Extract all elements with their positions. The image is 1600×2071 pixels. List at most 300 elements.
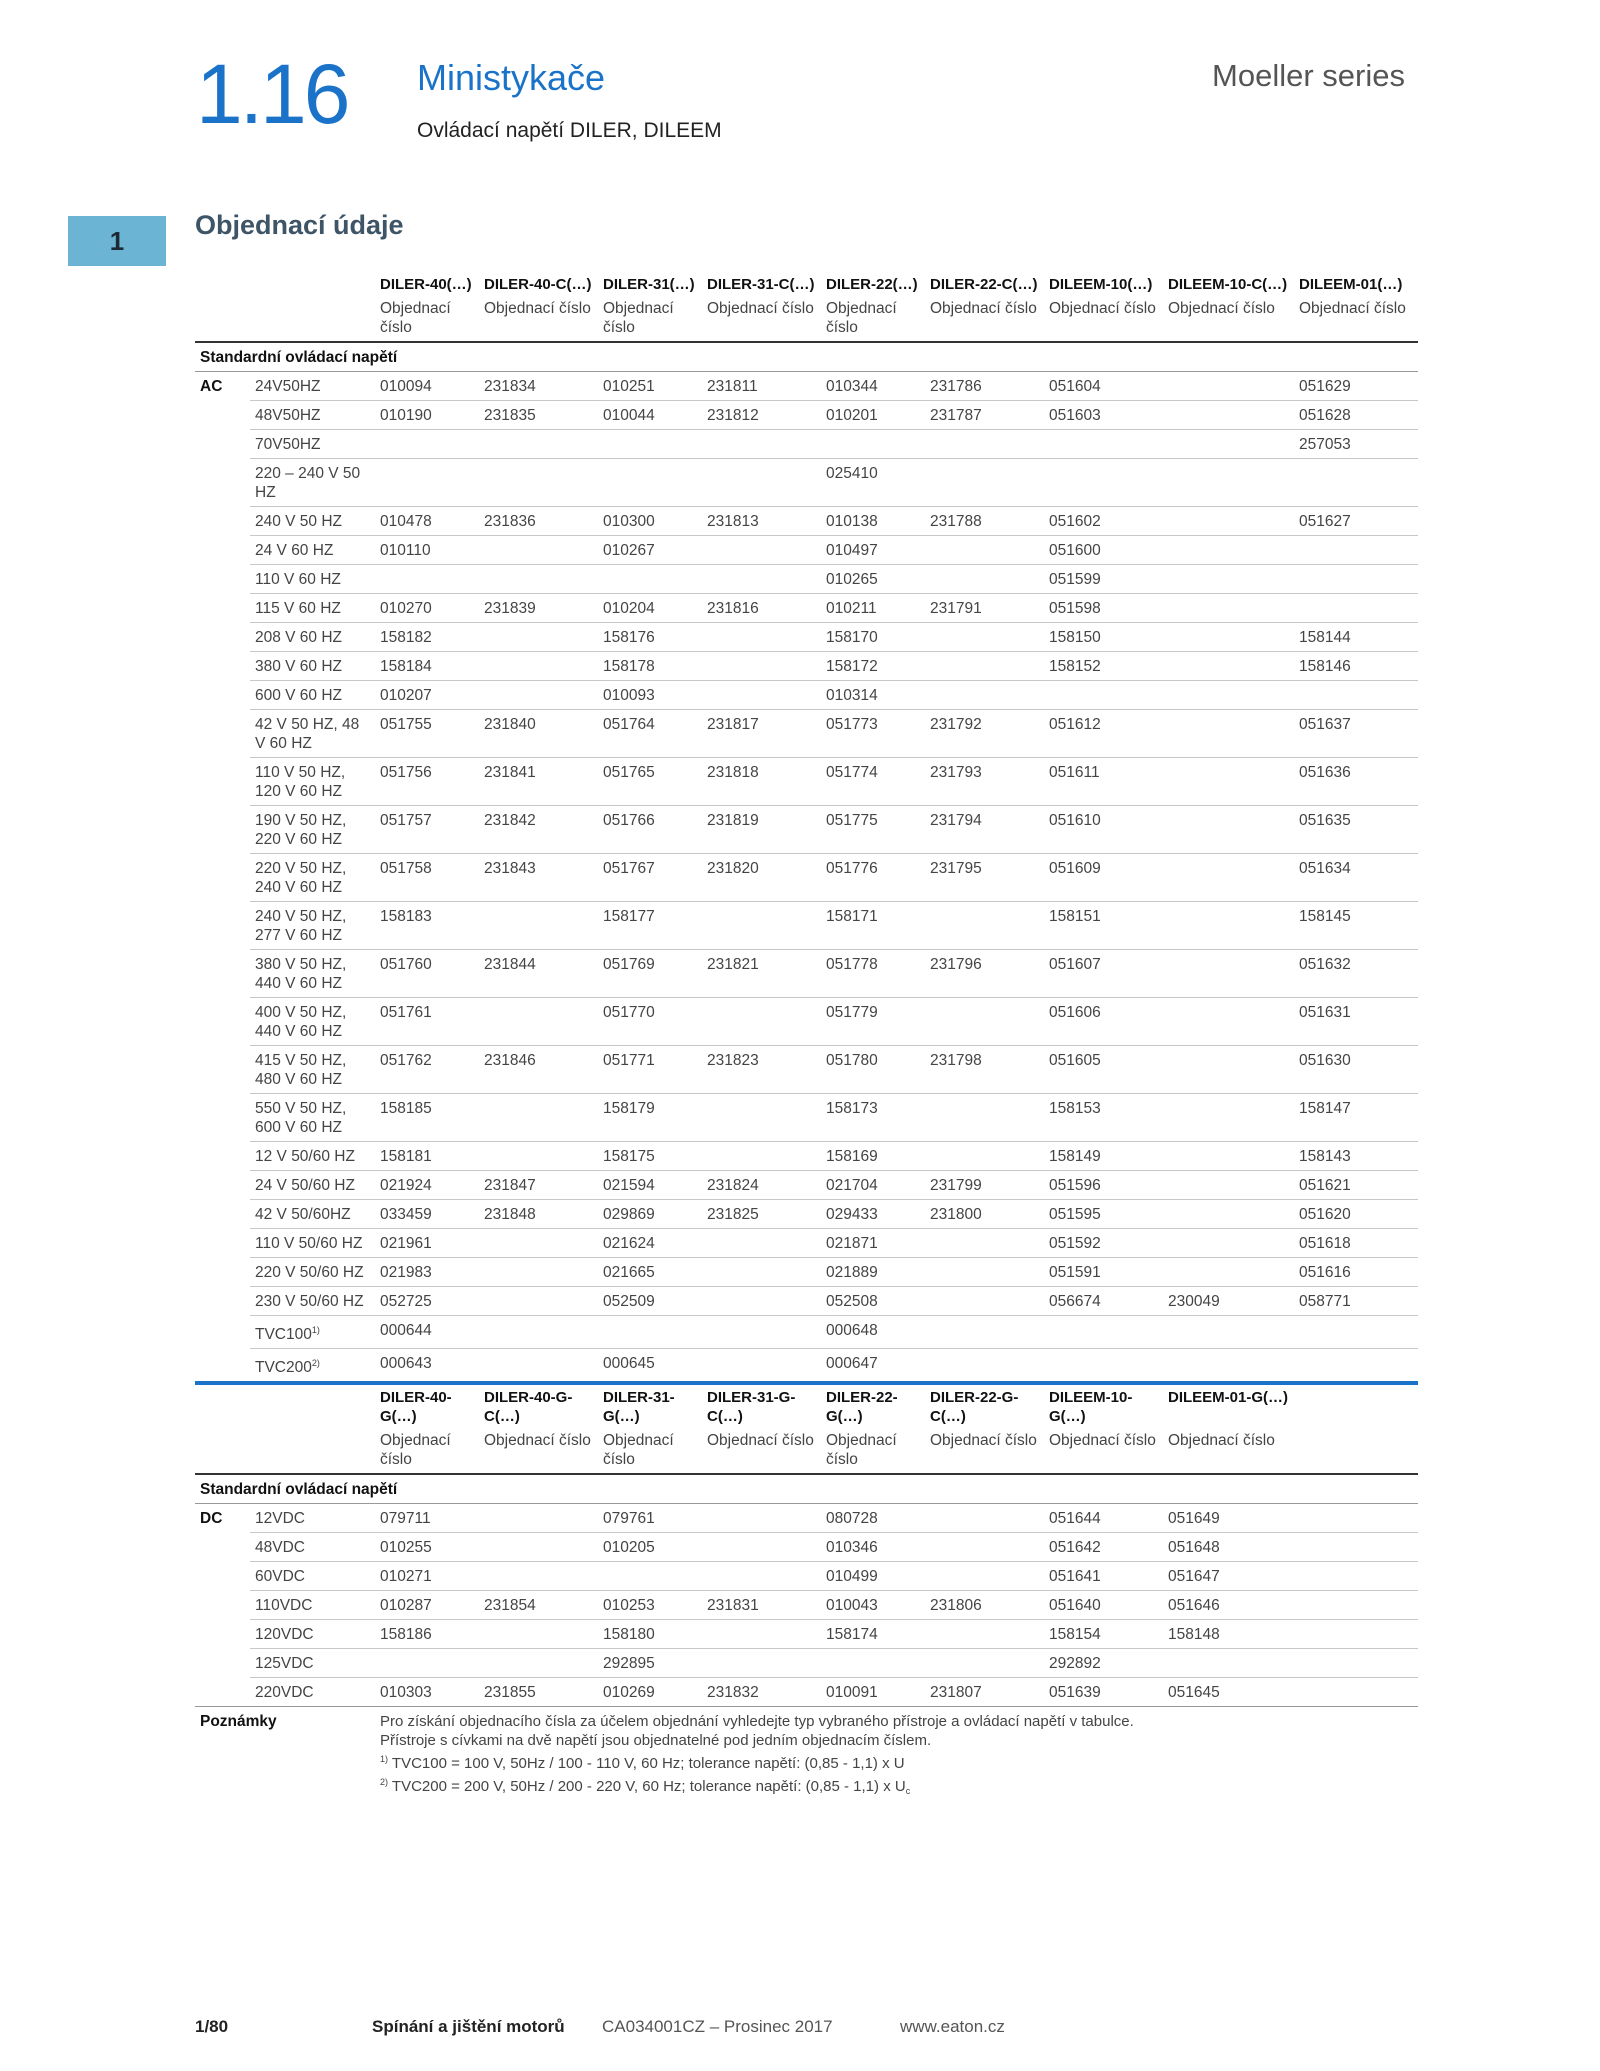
- order-number-cell: [1163, 1200, 1294, 1229]
- table-row: [195, 1533, 1418, 1562]
- chapter-subtitle: Ovládací napětí DILER, DILEEM: [417, 119, 722, 142]
- column-subheader: Objednací číslo: [598, 297, 702, 342]
- order-number-cell: 000644: [375, 1316, 479, 1349]
- order-number-cell: 158147: [1294, 1094, 1418, 1142]
- order-number-cell: [1294, 1349, 1418, 1384]
- voltage-cell: [250, 507, 375, 536]
- current-type-label: [195, 1349, 250, 1384]
- header-spacer: [195, 1429, 250, 1474]
- order-number-cell: [479, 459, 598, 507]
- table-row: [195, 459, 1418, 507]
- order-number-cell: [1294, 459, 1418, 507]
- order-number-cell: 257053: [1294, 430, 1418, 459]
- current-type-label: [195, 806, 250, 854]
- order-number-cell: 231807: [925, 1678, 1044, 1707]
- current-type-label: [195, 1620, 250, 1649]
- voltage-label: 24 V 60 HZ: [255, 542, 334, 559]
- order-number-cell: 000647: [821, 1349, 925, 1384]
- voltage-label: 120VDC: [255, 1626, 314, 1643]
- voltage-cell: [250, 1533, 375, 1562]
- ac-group-label-row: [195, 342, 1418, 372]
- order-number-cell: 231848: [479, 1200, 598, 1229]
- order-number-cell: 029433: [821, 1200, 925, 1229]
- series-label: Moeller series: [1212, 58, 1405, 93]
- order-number-cell: 010265: [821, 565, 925, 594]
- order-number-cell: 051618: [1294, 1229, 1418, 1258]
- order-number-cell: 231795: [925, 854, 1044, 902]
- order-number-cell: 051775: [821, 806, 925, 854]
- order-number-cell: [925, 1094, 1044, 1142]
- column-header: DILER-22(…): [826, 276, 918, 293]
- voltage-label: 220 V 50/60 HZ: [255, 1264, 364, 1281]
- order-number-cell: 051642: [1044, 1533, 1163, 1562]
- order-number-cell: 021983: [375, 1258, 479, 1287]
- voltage-cell: [250, 536, 375, 565]
- order-number-cell: 231824: [702, 1171, 821, 1200]
- voltage-cell: [250, 1142, 375, 1171]
- order-number-cell: [1163, 806, 1294, 854]
- order-number-cell: [1163, 1046, 1294, 1094]
- voltage-cell: [250, 681, 375, 710]
- order-number-cell: 051641: [1044, 1562, 1163, 1591]
- current-type-label: [195, 623, 250, 652]
- current-type-label: [195, 1229, 250, 1258]
- current-type-label: [195, 1258, 250, 1287]
- order-number-cell: 231825: [702, 1200, 821, 1229]
- order-number-cell: 052508: [821, 1287, 925, 1316]
- current-type-label: [195, 1533, 250, 1562]
- voltage-cell: [250, 998, 375, 1046]
- table-row: [195, 1591, 1418, 1620]
- order-number-cell: 051634: [1294, 854, 1418, 902]
- order-number-cell: [598, 430, 702, 459]
- column-header: DILER-40-G(…): [380, 1389, 452, 1425]
- order-number-cell: 010091: [821, 1678, 925, 1707]
- order-number-cell: [479, 1649, 598, 1678]
- order-number-cell: [479, 536, 598, 565]
- order-number-cell: 051769: [598, 950, 702, 998]
- voltage-cell: [250, 1171, 375, 1200]
- order-number-cell: 231847: [479, 1171, 598, 1200]
- current-type-label: [195, 1316, 250, 1349]
- order-number-cell: 051761: [375, 998, 479, 1046]
- voltage-cell: [250, 1591, 375, 1620]
- table-row: [195, 950, 1418, 998]
- order-number-cell: [1163, 1142, 1294, 1171]
- order-number-cell: 231799: [925, 1171, 1044, 1200]
- order-number-cell: 051644: [1044, 1504, 1163, 1533]
- order-number-cell: 231841: [479, 758, 598, 806]
- column-subheader: Objednací číslo: [702, 297, 821, 342]
- voltage-cell: [250, 1094, 375, 1142]
- group-label: Standardní ovládací napětí: [195, 342, 1418, 372]
- column-header: DILER-22-C(…): [930, 276, 1038, 293]
- order-number-cell: 051632: [1294, 950, 1418, 998]
- voltage-label: 208 V 60 HZ: [255, 629, 343, 646]
- voltage-label: 70V50HZ: [255, 436, 321, 453]
- order-number-cell: 158146: [1294, 652, 1418, 681]
- voltage-label: 415 V 50 HZ, 480 V 60 HZ: [255, 1052, 347, 1088]
- voltage-cell: [250, 401, 375, 430]
- order-number-cell: 010497: [821, 536, 925, 565]
- order-number-cell: 051637: [1294, 710, 1418, 758]
- voltage-label: TVC200: [255, 1359, 312, 1376]
- current-type-label: DC: [200, 1510, 223, 1527]
- voltage-label: 115 V 60 HZ: [255, 600, 341, 617]
- section-heading: Objednací údaje: [195, 210, 404, 240]
- order-number-cell: 158184: [375, 652, 479, 681]
- current-type-label: [195, 950, 250, 998]
- order-number-cell: 051757: [375, 806, 479, 854]
- column-subheader: Objednací číslo: [1044, 297, 1163, 342]
- dc-column-header-row: [195, 1383, 1418, 1429]
- table-row: [195, 1349, 1418, 1384]
- order-number-cell: [702, 1094, 821, 1142]
- order-number-cell: 158180: [598, 1620, 702, 1649]
- current-type-label: [195, 902, 250, 950]
- voltage-label: 42 V 50/60HZ: [255, 1206, 351, 1223]
- order-number-cell: 010303: [375, 1678, 479, 1707]
- header-spacer: [195, 1383, 250, 1429]
- table-row: [195, 372, 1418, 401]
- note-text: TVC100 = 100 V, 50Hz / 100 - 110 V, 60 Hz; tolerance napětí: (0,85 - 1,1) x U: [388, 1755, 905, 1772]
- current-type-label: [195, 998, 250, 1046]
- order-number-cell: 231794: [925, 806, 1044, 854]
- voltage-cell: [250, 459, 375, 507]
- order-number-cell: 231821: [702, 950, 821, 998]
- chapter-title: Ministykače: [417, 57, 606, 98]
- footnote-marker: 1): [380, 1754, 389, 1764]
- order-number-cell: 231806: [925, 1591, 1044, 1620]
- current-type-label: [195, 1142, 250, 1171]
- order-number-cell: 231813: [702, 507, 821, 536]
- order-number-cell: [702, 1620, 821, 1649]
- order-number-cell: 051592: [1044, 1229, 1163, 1258]
- note-line: Přístroje s cívkami na dvě napětí jsou objednatelné pod jedním objednacím číslem.: [380, 1732, 932, 1749]
- order-number-cell: [1163, 1649, 1294, 1678]
- voltage-cell: [250, 1562, 375, 1591]
- table-row: [195, 1649, 1418, 1678]
- order-number-cell: [925, 1229, 1044, 1258]
- order-number-cell: 231792: [925, 710, 1044, 758]
- order-number-cell: 292892: [1044, 1649, 1163, 1678]
- order-number-cell: 051776: [821, 854, 925, 902]
- order-number-cell: [702, 1504, 821, 1533]
- order-number-cell: 231812: [702, 401, 821, 430]
- order-number-cell: 292895: [598, 1649, 702, 1678]
- order-number-cell: [925, 1533, 1044, 1562]
- column-subheader: Objednací číslo: [702, 1429, 821, 1474]
- table-row: [195, 1200, 1418, 1229]
- order-number-cell: [479, 652, 598, 681]
- order-number-cell: [1163, 1094, 1294, 1142]
- order-number-cell: [702, 623, 821, 652]
- order-number-cell: 158179: [598, 1094, 702, 1142]
- column-subheader: Objednací číslo: [1163, 297, 1294, 342]
- table-row: [195, 507, 1418, 536]
- voltage-cell: [250, 1287, 375, 1316]
- order-number-cell: 158143: [1294, 1142, 1418, 1171]
- order-number-cell: 051770: [598, 998, 702, 1046]
- order-number-cell: 051648: [1163, 1533, 1294, 1562]
- voltage-cell: [250, 758, 375, 806]
- voltage-cell: [250, 1046, 375, 1094]
- table-row: [195, 565, 1418, 594]
- order-number-cell: 010344: [821, 372, 925, 401]
- header-spacer: [250, 272, 375, 297]
- order-number-cell: [1294, 1620, 1418, 1649]
- order-number-cell: 010201: [821, 401, 925, 430]
- order-number-cell: 231836: [479, 507, 598, 536]
- order-number-cell: [1044, 459, 1163, 507]
- order-number-cell: 231855: [479, 1678, 598, 1707]
- order-number-cell: [925, 1504, 1044, 1533]
- order-number-cell: [1163, 1171, 1294, 1200]
- order-number-cell: 010346: [821, 1533, 925, 1562]
- order-number-cell: 231835: [479, 401, 598, 430]
- order-number-cell: [479, 902, 598, 950]
- order-number-cell: 021889: [821, 1258, 925, 1287]
- order-number-cell: [702, 1533, 821, 1562]
- order-number-cell: [925, 1562, 1044, 1591]
- order-number-cell: 158174: [821, 1620, 925, 1649]
- order-number-cell: [1163, 536, 1294, 565]
- order-number-cell: [598, 459, 702, 507]
- footer-catalog: CA034001CZ – Prosinec 2017: [602, 2017, 833, 2036]
- column-subheader: Objednací číslo: [598, 1429, 702, 1474]
- order-number-cell: 158151: [1044, 902, 1163, 950]
- group-label: Standardní ovládací napětí: [195, 1474, 1418, 1504]
- order-number-cell: [375, 1649, 479, 1678]
- voltage-label: 400 V 50 HZ, 440 V 60 HZ: [255, 1004, 347, 1040]
- order-number-cell: 051610: [1044, 806, 1163, 854]
- order-number-cell: [1163, 372, 1294, 401]
- order-number-cell: 231811: [702, 372, 821, 401]
- notes-label: Poznámky: [200, 1713, 277, 1730]
- order-number-cell: 051767: [598, 854, 702, 902]
- voltage-label: 240 V 50 HZ: [255, 513, 343, 530]
- current-type-label: [195, 430, 250, 459]
- subscript: c: [905, 1786, 911, 1796]
- current-type-label: [195, 507, 250, 536]
- column-header: DILER-31-C(…): [707, 276, 815, 293]
- column-subheader: Objednací číslo: [821, 1429, 925, 1474]
- order-number-cell: 010207: [375, 681, 479, 710]
- footnote-marker: 2): [311, 1358, 320, 1368]
- order-number-cell: [1294, 1533, 1418, 1562]
- order-number-cell: [479, 1504, 598, 1533]
- order-number-cell: [1163, 623, 1294, 652]
- order-number-cell: 231843: [479, 854, 598, 902]
- order-number-cell: [925, 1620, 1044, 1649]
- header-spacer: [250, 1383, 375, 1429]
- voltage-label: 600 V 60 HZ: [255, 687, 343, 704]
- column-header: DILEEM-10-C(…): [1168, 276, 1288, 293]
- order-number-cell: 051596: [1044, 1171, 1163, 1200]
- table-row: [195, 681, 1418, 710]
- header-spacer: [250, 1429, 375, 1474]
- order-number-cell: 231791: [925, 594, 1044, 623]
- order-number-cell: [598, 1562, 702, 1591]
- voltage-label: 48V50HZ: [255, 407, 321, 424]
- order-number-cell: [1163, 652, 1294, 681]
- table-row: [195, 1258, 1418, 1287]
- voltage-cell: [250, 372, 375, 401]
- order-number-cell: [479, 1229, 598, 1258]
- order-number-cell: 010478: [375, 507, 479, 536]
- order-number-cell: 231798: [925, 1046, 1044, 1094]
- voltage-label: 48VDC: [255, 1539, 305, 1556]
- voltage-label: 42 V 50 HZ, 48 V 60 HZ: [255, 716, 360, 752]
- order-number-cell: 051616: [1294, 1258, 1418, 1287]
- order-number-cell: 051636: [1294, 758, 1418, 806]
- voltage-cell: [250, 710, 375, 758]
- order-number-cell: [1163, 507, 1294, 536]
- order-number-cell: [1294, 1591, 1418, 1620]
- column-header: DILER-31-G-C(…): [707, 1389, 796, 1425]
- order-number-cell: 158153: [1044, 1094, 1163, 1142]
- order-number-cell: [1044, 1316, 1163, 1349]
- current-type-label: [195, 652, 250, 681]
- order-number-cell: 231796: [925, 950, 1044, 998]
- order-number-cell: 158145: [1294, 902, 1418, 950]
- voltage-cell: [250, 1229, 375, 1258]
- order-number-cell: [1044, 430, 1163, 459]
- order-number-cell: 051773: [821, 710, 925, 758]
- table-row: [195, 998, 1418, 1046]
- order-number-cell: 231817: [702, 710, 821, 758]
- order-number-cell: [598, 565, 702, 594]
- current-type-label: [195, 565, 250, 594]
- order-number-cell: [479, 998, 598, 1046]
- order-number-cell: 158181: [375, 1142, 479, 1171]
- order-number-cell: 079711: [375, 1504, 479, 1533]
- order-number-cell: 051627: [1294, 507, 1418, 536]
- column-header: DILER-31(…): [603, 276, 695, 293]
- order-number-cell: 010251: [598, 372, 702, 401]
- table-row: [195, 401, 1418, 430]
- order-number-cell: 158172: [821, 652, 925, 681]
- order-number-cell: 051780: [821, 1046, 925, 1094]
- current-type-label: [195, 1649, 250, 1678]
- order-number-cell: 231842: [479, 806, 598, 854]
- order-number-cell: 158171: [821, 902, 925, 950]
- voltage-cell: [250, 806, 375, 854]
- order-number-cell: [702, 1316, 821, 1349]
- order-number-cell: 033459: [375, 1200, 479, 1229]
- voltage-label: 220VDC: [255, 1684, 314, 1701]
- order-number-cell: [702, 565, 821, 594]
- current-type-label: [195, 1200, 250, 1229]
- order-number-cell: [925, 998, 1044, 1046]
- current-type-label: [195, 1591, 250, 1620]
- order-number-cell: [925, 623, 1044, 652]
- order-number-cell: 231787: [925, 401, 1044, 430]
- order-number-cell: 051639: [1044, 1678, 1163, 1707]
- table-row: [195, 902, 1418, 950]
- column-subheader: Objednací číslo: [1163, 1429, 1294, 1474]
- note-line: [380, 1750, 1414, 1773]
- order-number-cell: [1294, 1649, 1418, 1678]
- column-header: DILER-31-G(…): [603, 1389, 675, 1425]
- table-row: [195, 1678, 1418, 1707]
- order-number-cell: 025410: [821, 459, 925, 507]
- order-number-cell: [925, 1349, 1044, 1384]
- current-type-label: [195, 681, 250, 710]
- order-number-cell: 051758: [375, 854, 479, 902]
- order-number-cell: 010314: [821, 681, 925, 710]
- voltage-label: 110VDC: [255, 1597, 313, 1614]
- order-number-cell: [479, 681, 598, 710]
- order-number-cell: 021924: [375, 1171, 479, 1200]
- table-row: [195, 1046, 1418, 1094]
- order-number-cell: [1163, 681, 1294, 710]
- order-number-cell: 158152: [1044, 652, 1163, 681]
- order-number-cell: 231832: [702, 1678, 821, 1707]
- order-number-cell: 231793: [925, 758, 1044, 806]
- current-type-label: [195, 1171, 250, 1200]
- order-number-cell: [479, 1620, 598, 1649]
- order-number-cell: 158173: [821, 1094, 925, 1142]
- order-number-cell: 158149: [1044, 1142, 1163, 1171]
- order-table-container: [195, 272, 1417, 1805]
- table-row: [195, 430, 1418, 459]
- order-number-cell: 051629: [1294, 372, 1418, 401]
- current-type-label: [195, 401, 250, 430]
- voltage-label: 24V50HZ: [255, 378, 321, 395]
- order-number-cell: [1163, 459, 1294, 507]
- order-number-cell: [479, 565, 598, 594]
- order-number-cell: 051764: [598, 710, 702, 758]
- order-number-cell: 051760: [375, 950, 479, 998]
- order-number-cell: [1163, 902, 1294, 950]
- order-number-cell: [925, 536, 1044, 565]
- voltage-cell: [250, 1349, 375, 1384]
- order-number-cell: 010270: [375, 594, 479, 623]
- order-number-cell: [479, 430, 598, 459]
- order-number-cell: [1163, 1229, 1294, 1258]
- current-type-label: [195, 1094, 250, 1142]
- order-number-cell: [702, 430, 821, 459]
- order-number-cell: 010253: [598, 1591, 702, 1620]
- order-number-cell: [925, 430, 1044, 459]
- order-number-cell: 158169: [821, 1142, 925, 1171]
- order-number-cell: [1163, 401, 1294, 430]
- current-type-label: [195, 594, 250, 623]
- order-number-cell: [1163, 1258, 1294, 1287]
- order-number-cell: 158183: [375, 902, 479, 950]
- order-number-cell: 051620: [1294, 1200, 1418, 1229]
- voltage-label: 110 V 50 HZ, 120 V 60 HZ: [255, 764, 346, 800]
- order-number-cell: 230049: [1163, 1287, 1294, 1316]
- column-subheader: Objednací číslo: [821, 297, 925, 342]
- ac-column-subheader-row: [195, 297, 1418, 342]
- order-number-cell: [702, 902, 821, 950]
- order-number-cell: 231816: [702, 594, 821, 623]
- order-number-cell: 231819: [702, 806, 821, 854]
- order-number-cell: 231823: [702, 1046, 821, 1094]
- voltage-cell: [250, 430, 375, 459]
- order-number-cell: [702, 1287, 821, 1316]
- voltage-cell: [250, 1200, 375, 1229]
- current-type-label: [195, 1678, 250, 1707]
- order-number-cell: 010093: [598, 681, 702, 710]
- order-number-cell: [925, 1287, 1044, 1316]
- order-number-cell: 051609: [1044, 854, 1163, 902]
- voltage-label: 125VDC: [255, 1655, 314, 1672]
- header-spacer: [195, 297, 250, 342]
- order-number-cell: 158176: [598, 623, 702, 652]
